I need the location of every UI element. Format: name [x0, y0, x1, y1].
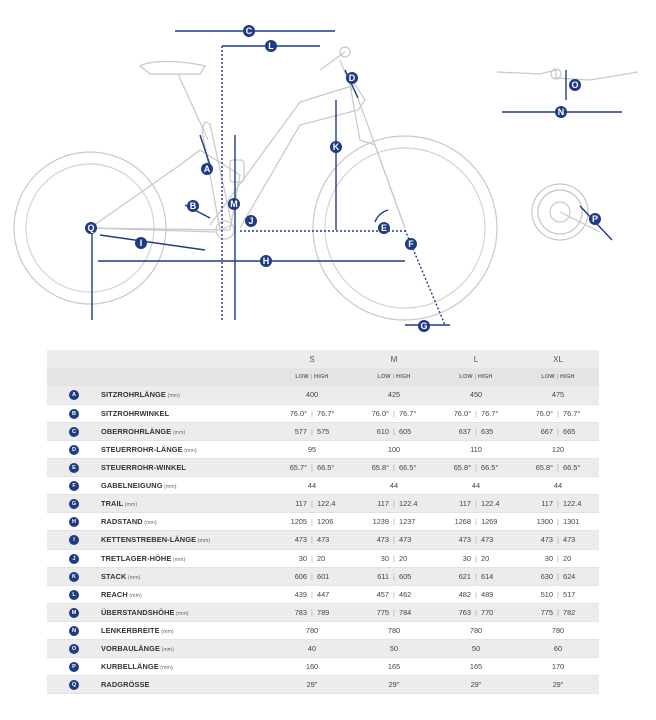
row-label: ÜBERSTANDSHÖHE (mm)	[101, 607, 189, 617]
table-cell: 1300 | 1301	[536, 517, 580, 527]
table-cell: 425	[387, 390, 401, 400]
row-label: OBERROHRLÄNGE (mm)	[101, 426, 186, 436]
row-key-badge: G	[69, 499, 79, 509]
table-cell: 65.7° | 66.5°	[289, 463, 335, 473]
geometry-table-body	[47, 386, 599, 694]
svg-text:M: M	[230, 199, 238, 209]
table-cell: 65.8° | 66.5°	[535, 463, 581, 473]
row-key-badge: N	[69, 626, 79, 636]
table-cell: 763 | 770	[458, 607, 494, 617]
row-label: STACK (mm)	[101, 571, 141, 581]
table-row	[47, 621, 599, 639]
row-key-badge: A	[69, 390, 79, 400]
marker-l	[265, 40, 277, 52]
svg-text:O: O	[571, 80, 579, 90]
table-row	[47, 513, 599, 531]
table-cell: 473 | 473	[540, 535, 576, 545]
bike-geometry-diagram	[0, 0, 656, 345]
size-l: L	[473, 354, 479, 364]
marker-n	[555, 106, 567, 118]
table-cell: 44	[471, 481, 481, 491]
table-cell: 65.8° | 66.5°	[371, 463, 417, 473]
row-label: REACH (mm)	[101, 589, 142, 599]
table-cell: 30 | 20	[380, 553, 408, 563]
marker-m	[228, 198, 240, 210]
table-cell: 50	[389, 644, 399, 654]
table-cell: 100	[387, 445, 401, 455]
table-cell: 40	[307, 644, 317, 654]
size-s: S	[309, 354, 315, 364]
marker-f	[405, 238, 417, 250]
row-key-badge: B	[69, 409, 79, 419]
svg-text:H: H	[262, 256, 270, 266]
geometry-table	[47, 350, 599, 694]
table-row	[47, 549, 599, 567]
svg-text:B: B	[189, 201, 197, 211]
row-label: RADSTAND (mm)	[101, 517, 157, 527]
svg-text:A: A	[203, 164, 211, 174]
table-cell: 783 | 789	[294, 607, 330, 617]
marker-c	[243, 25, 255, 37]
table-cell: 667 | 665	[540, 426, 576, 436]
marker-e	[378, 222, 390, 234]
table-cell: 611 | 605	[377, 571, 412, 581]
row-label: TRETLAGER-HÖHE (mm)	[101, 553, 186, 563]
size-header-row	[47, 350, 599, 368]
table-cell: 780	[387, 625, 401, 635]
row-key-badge: L	[69, 590, 79, 600]
table-row	[47, 459, 599, 477]
row-label: LENKERBREITE (mm)	[101, 625, 174, 635]
table-cell: 170	[551, 662, 565, 672]
row-key-badge: O	[69, 644, 79, 654]
table-cell: 44	[307, 481, 317, 491]
low-high-label: LOW | HIGH	[377, 374, 411, 381]
table-cell: 637 | 635	[458, 426, 494, 436]
svg-text:C: C	[245, 26, 253, 36]
table-row	[47, 640, 599, 658]
table-cell: 621 | 614	[458, 571, 494, 581]
row-label: KURBELLÄNGE (mm)	[101, 662, 173, 672]
row-label: RADGRÖSSE	[101, 680, 150, 690]
table-cell: 117 | 122.4	[541, 499, 582, 509]
table-cell: 439 | 447	[294, 589, 330, 599]
row-label: SITZROHRLÄNGE (mm)	[101, 390, 180, 400]
row-key-badge: F	[69, 481, 79, 491]
table-cell: 482 | 489	[458, 589, 494, 599]
table-cell: 473 | 473	[458, 535, 494, 545]
table-row	[47, 440, 599, 458]
low-high-label: LOW | HIGH	[541, 374, 575, 381]
table-cell: 1205 | 1206	[290, 517, 334, 527]
table-row	[47, 477, 599, 495]
row-key-badge: E	[69, 463, 79, 473]
table-cell: 400	[305, 390, 319, 400]
size-m: M	[390, 354, 398, 364]
table-row	[47, 567, 599, 585]
table-cell: 60	[553, 644, 563, 654]
table-cell: 117 | 122.4	[377, 499, 418, 509]
row-key-badge: K	[69, 572, 79, 582]
row-key-badge: I	[69, 535, 79, 545]
marker-i	[135, 237, 147, 249]
marker-j	[245, 215, 257, 227]
table-cell: 450	[469, 390, 483, 400]
table-cell: 780	[305, 625, 319, 635]
table-cell: 457 | 462	[376, 589, 412, 599]
row-key-badge: C	[69, 427, 79, 437]
table-cell: 606 | 601	[294, 571, 330, 581]
svg-text:E: E	[380, 223, 388, 233]
table-cell: 30 | 20	[298, 553, 326, 563]
row-key-badge: D	[69, 445, 79, 455]
table-cell: 475	[551, 390, 565, 400]
row-label: STEUERROHR-LÄNGE (mm)	[101, 445, 197, 455]
table-row	[47, 495, 599, 513]
table-cell: 610 | 605	[376, 426, 412, 436]
table-row	[47, 422, 599, 440]
table-cell: 65.8° | 66.5°	[453, 463, 499, 473]
row-label: TRAIL (mm)	[101, 499, 138, 509]
table-row	[47, 603, 599, 621]
row-label: STEUERROHR-WINKEL	[101, 463, 187, 473]
table-cell: 780	[551, 625, 565, 635]
row-key-badge: J	[69, 554, 79, 564]
svg-text:J: J	[248, 216, 254, 226]
table-cell: 44	[389, 481, 399, 491]
row-key-badge: H	[69, 517, 79, 527]
marker-g	[418, 320, 430, 332]
table-cell: 165	[469, 662, 483, 672]
marker-d	[346, 72, 358, 84]
table-cell: 160	[305, 662, 319, 672]
svg-text:L: L	[268, 41, 274, 51]
marker-h	[260, 255, 272, 267]
low-high-label: LOW | HIGH	[459, 374, 493, 381]
marker-o	[569, 79, 581, 91]
svg-text:G: G	[420, 321, 428, 331]
table-cell: 76.0° | 76.7°	[453, 408, 499, 418]
table-cell: 95	[307, 445, 317, 455]
marker-p	[589, 213, 601, 225]
low-high-row	[47, 368, 599, 386]
table-cell: 76.0° | 76.7°	[535, 408, 581, 418]
table-cell: 29"	[552, 680, 564, 690]
table-row	[47, 531, 599, 549]
table-cell: 117 | 122.4	[295, 499, 336, 509]
table-cell: 165	[387, 662, 401, 672]
table-cell: 630 | 624	[540, 571, 576, 581]
table-cell: 50	[471, 644, 481, 654]
marker-k	[330, 141, 342, 153]
marker-b	[187, 200, 199, 212]
table-row	[47, 386, 599, 404]
table-cell: 775 | 782	[540, 607, 576, 617]
table-cell: 780	[469, 625, 483, 635]
table-cell: 76.0° | 76.7°	[371, 408, 417, 418]
svg-text:P: P	[591, 214, 599, 224]
svg-text:D: D	[348, 73, 356, 83]
table-cell: 473 | 473	[294, 535, 330, 545]
row-key-badge: M	[69, 608, 79, 618]
table-cell: 44	[553, 481, 563, 491]
table-cell: 29"	[470, 680, 482, 690]
bike-frame	[202, 122, 232, 230]
table-row	[47, 676, 599, 694]
marker-a	[201, 163, 213, 175]
table-cell: 30 | 20	[462, 553, 490, 563]
table-cell: 76.0° | 76.7°	[289, 408, 335, 418]
svg-text:Q: Q	[87, 223, 95, 233]
table-cell: 1239 | 1237	[372, 517, 416, 527]
table-cell: 30 | 20	[544, 553, 572, 563]
table-cell: 510 | 517	[540, 589, 576, 599]
table-cell: 29"	[306, 680, 318, 690]
svg-text:I: I	[139, 238, 143, 248]
table-cell: 577 | 575	[294, 426, 330, 436]
svg-text:N: N	[557, 107, 565, 117]
table-row	[47, 585, 599, 603]
row-label: GABELNEIGUNG (mm)	[101, 481, 177, 491]
size-xl: XL	[553, 354, 563, 364]
table-cell: 120	[551, 445, 565, 455]
row-key-badge: P	[69, 662, 79, 672]
row-label: KETTENSTREBEN-LÄNGE (mm)	[101, 535, 211, 545]
row-key-badge: Q	[69, 680, 79, 690]
table-cell: 117 | 122.4	[459, 499, 500, 509]
table-cell: 29"	[388, 680, 400, 690]
table-row	[47, 658, 599, 676]
row-label: SITZROHRWINKEL	[101, 408, 170, 418]
svg-text:K: K	[332, 142, 340, 152]
table-cell: 110	[470, 445, 482, 455]
marker-q	[85, 222, 97, 234]
low-high-label: LOW | HIGH	[295, 374, 329, 381]
table-cell: 1268 | 1269	[454, 517, 498, 527]
table-cell: 775 | 784	[376, 607, 412, 617]
row-label: VORBAULÄNGE (mm)	[101, 644, 175, 654]
svg-text:F: F	[408, 239, 414, 249]
table-row	[47, 404, 599, 422]
table-cell: 473 | 473	[376, 535, 412, 545]
